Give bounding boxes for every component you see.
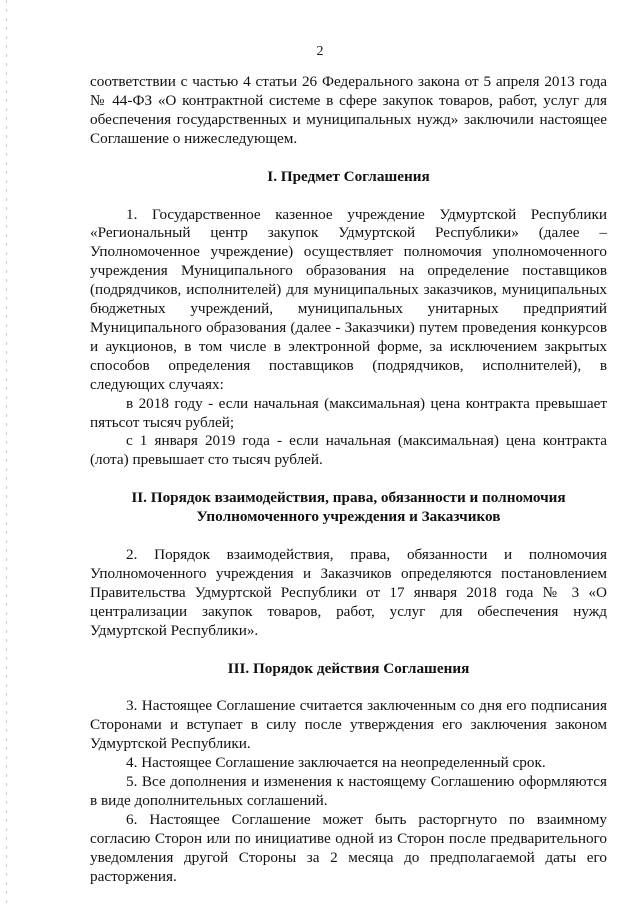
section-3-paragraph-1: 3. Настоящее Соглашение считается заключенным со дня его подписания Сторонами и вступает в силу после утверждения его заключения законом Удмуртской Республики. [90, 697, 607, 753]
section-1-heading-line: I. Предмет Соглашения [267, 167, 430, 185]
document-body [90, 73, 607, 887]
section-2-heading [90, 489, 607, 527]
section-3-paragraph-2: 4. Настоящее Соглашение заключается на неопределенный срок. [126, 754, 546, 772]
page-number: 2 [316, 44, 324, 59]
section-2-heading-line-2: Уполномоченного учреждения и Заказчиков [196, 508, 501, 526]
section-3-paragraph-4: 6. Настоящее Соглашение может быть расторгнуто по взаимному согласию Сторон или по инициативе одной из Сторон после предварительного уведомления другой Стороны за 2 месяца до предполагаемой даты его расторжения. [90, 810, 607, 885]
section-3-heading-line: III. Порядок действия Соглашения [227, 659, 470, 677]
section-3-paragraph-3: 5. Все дополнения и изменения к настоящему Соглашению оформляются в виде дополнительных соглашений. [90, 773, 607, 809]
intro-paragraph: соответствии с частью 4 статьи 26 Федерального закона от 5 апреля 2013 года № 44-ФЗ «О контрактной системе в сфере закупок товаров, работ, услуг для обеспечения государственных и муниципальных нужд» заключили настоящее Соглашение о нижеследующем. [90, 73, 607, 147]
section-3-heading [90, 660, 607, 679]
section-1-paragraph-1: 1. Государственное казенное учреждение Удмуртской Республики «Региональный центр закупок Удмуртской Республики» (далее – Уполномоченное учреждение) осуществляет полномочия уполномоченного учреждения Муниципального образования на определение поставщиков (подрядчиков, исполнителей) для муниципальных заказчиков, муниципальных бюджетных учреждений, муниципальных унитарных предприятий Муниципального образования (далее - Заказчики) путем проведения конкурсов и аукционов, в том числе в электронной форме, за исключением закрытых способов определения поставщиков (подрядчиков, исполнителей), в следующих случаях: [90, 205, 607, 393]
section-1-paragraph-3: с 1 января 2019 года - если начальная (максимальная) цена контракта (лота) превышает сто тысяч рублей. [90, 432, 607, 469]
scan-edge-mark [6, 0, 7, 905]
section-2-heading-line-1: II. Порядок взаимодействия, права, обязанности и полномочия [131, 489, 566, 507]
section-2-paragraph-1: 2. Порядок взаимодействия, права, обязанности и полномочия Уполномоченного учреждения и Заказчиков определяются постановлением Правительства Удмуртской Республики от 17 января 2018 года № 3 «О централизации закупок товаров, работ, услуг для обеспечения нужд Удмуртской Республики». [90, 546, 607, 639]
section-1-paragraph-2: в 2018 году - если начальная (максимальная) цена контракта превышает пятьсот тысяч рублей; [90, 394, 607, 431]
section-1-heading [90, 168, 607, 187]
